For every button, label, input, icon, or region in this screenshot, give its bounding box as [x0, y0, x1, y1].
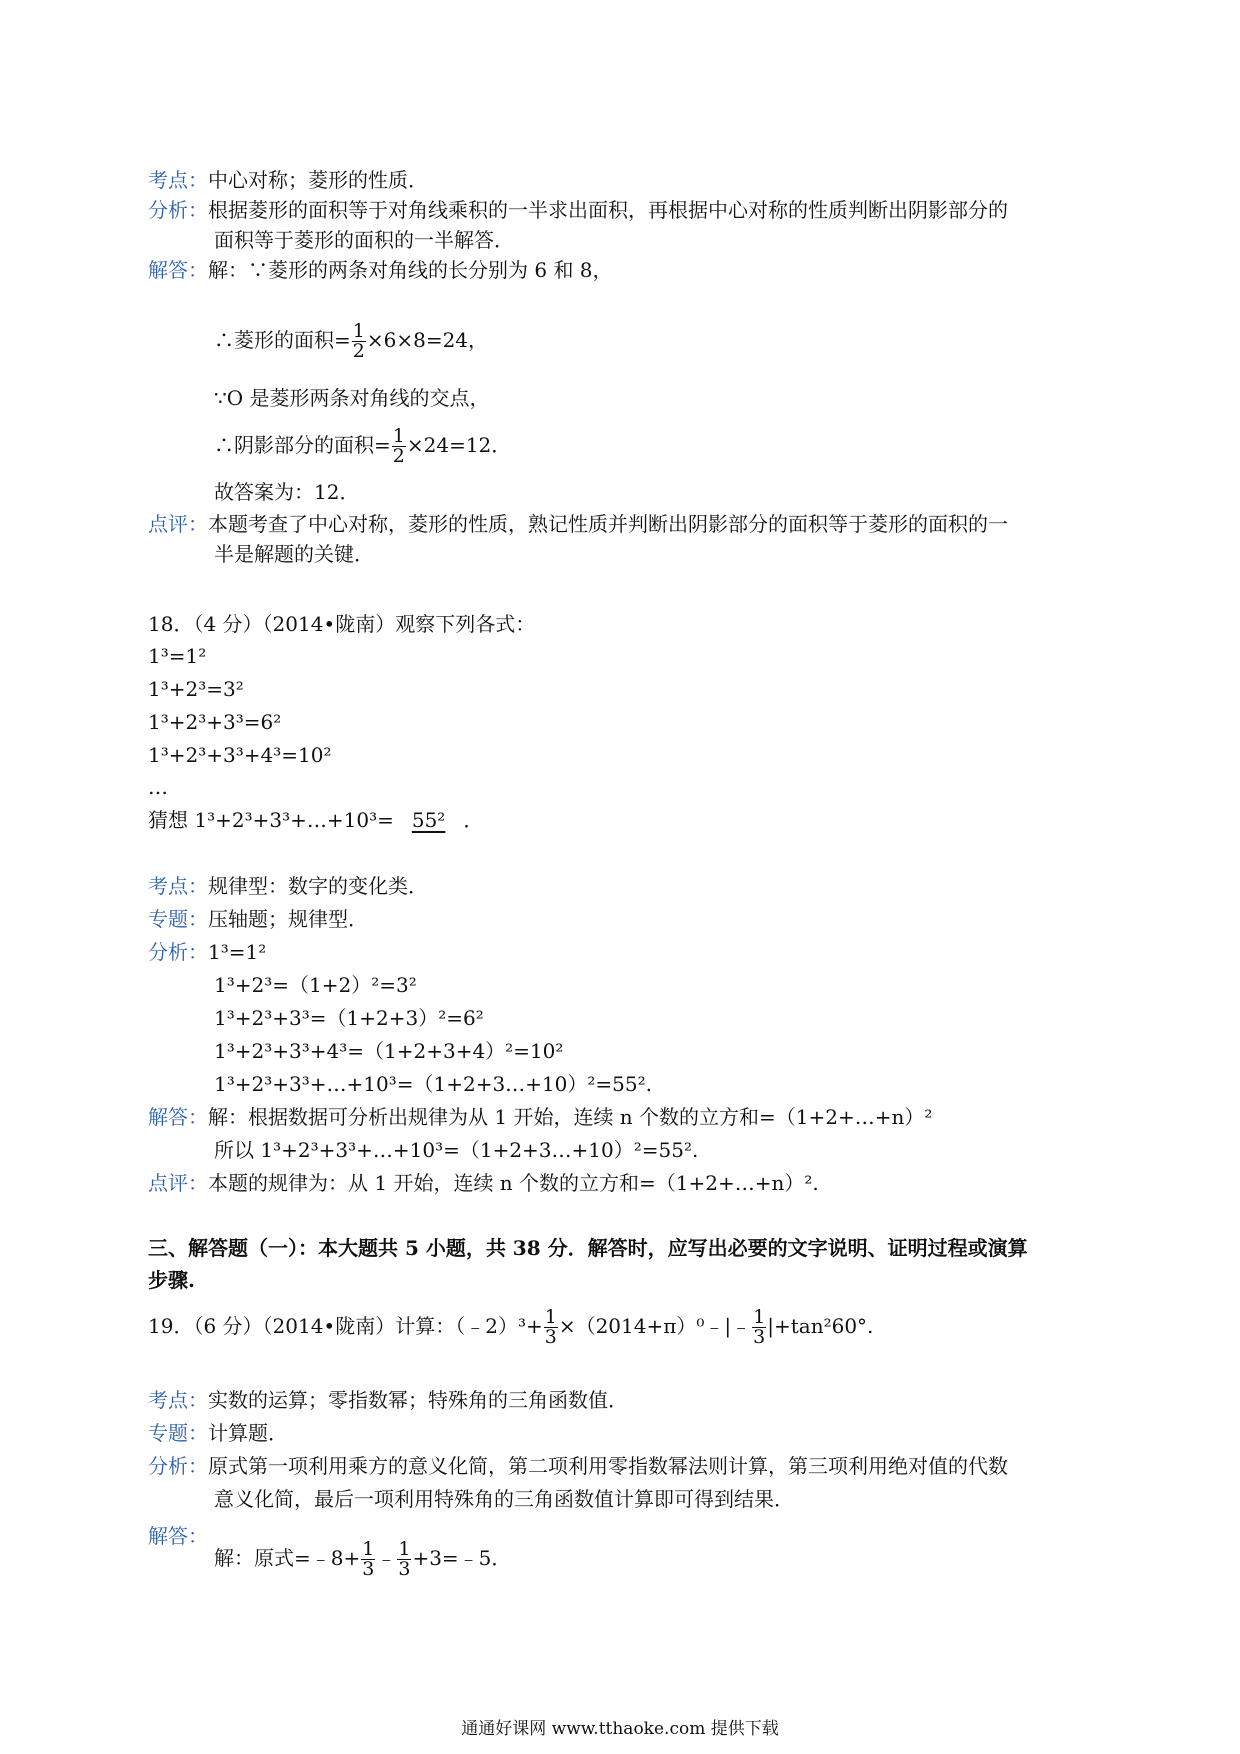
jieda-label: 解答： — [148, 1524, 208, 1548]
kaodian-text: 实数的运算；零指数幂；特殊角的三角函数值． — [208, 1388, 628, 1412]
jieda-shadow-post: ×24=12． — [406, 433, 512, 457]
q18-title: 18．（4 分）（2014•陇南）观察下列各式： — [148, 612, 536, 636]
guess-text: 猜想 1³+2³+3³+…+10³= — [148, 808, 394, 832]
frac-den: 2 — [392, 445, 405, 467]
q17-jieda-shadow — [214, 427, 511, 466]
q17-jieda-row — [148, 258, 613, 282]
section3-heading: 三、解答题（一）：本大题共 5 小题，共 38 分．解答时，应写出必要的文字说明、证明过程或演算 — [148, 1236, 1028, 1260]
fenxi-text: 原式第一项利用乘方的意义化简，第二项利用零指数幂法则计算，第三项利用绝对值的代数 — [208, 1454, 1008, 1478]
q19-title-post: |+tan²60°. — [767, 1314, 874, 1338]
zhuanti-text: 压轴题；规律型． — [208, 907, 368, 931]
fraction-third — [752, 1308, 766, 1347]
frac-num: 1 — [398, 1538, 411, 1560]
q18-eq-3: 1³+2³+3³=6² — [148, 710, 282, 734]
zhuanti-label: 专题： — [148, 1421, 208, 1445]
q18-ellipsis: … — [148, 775, 168, 799]
q18-fenxi-line-3: 1³+2³+3³=（1+2+3）²=6² — [214, 1006, 484, 1030]
q17-jieda-area — [214, 322, 488, 361]
q17-jieda-o: ∵O 是菱形两条对角线的交点， — [214, 386, 490, 410]
kaodian-text: 规律型：数字的变化类． — [208, 874, 428, 898]
fenxi-line-1: 1³=1² — [208, 940, 267, 964]
fraction-half — [392, 427, 406, 466]
q19-jieda — [214, 1540, 511, 1579]
zhuanti-label: 专题： — [148, 907, 208, 931]
frac-den: 3 — [398, 1558, 411, 1580]
q18-fenxi-line-4: 1³+2³+3³+4³=（1+2+3+4）²=10² — [214, 1039, 564, 1063]
dianping-text: 本题考查了中心对称，菱形的性质，熟记性质并判断出阴影部分的面积等于菱形的面积的一 — [208, 512, 1008, 536]
q18-fenxi-line-2: 1³+2³=（1+2）²=3² — [214, 973, 417, 997]
q18-dianping-row — [148, 1171, 819, 1195]
frac-num: 1 — [352, 320, 365, 342]
q18-zhuanti-row — [148, 907, 368, 931]
fraction-third — [544, 1308, 558, 1347]
kaodian-label: 考点： — [148, 874, 208, 898]
dianping-text: 本题的规律为：从 1 开始，连续 n 个数的立方和=（1+2+…+n）². — [208, 1171, 819, 1195]
dianping-label: 点评： — [148, 1171, 208, 1195]
q18-kaodian-row — [148, 874, 428, 898]
guess-answer: 55² — [411, 808, 446, 832]
q19-title-pre: 19．（6 分）（2014•陇南）计算：（﹣2）³+ — [148, 1314, 543, 1338]
jieda-area-post: ×6×8=24， — [366, 328, 489, 352]
guess-post: ． — [463, 808, 484, 832]
kaodian-label: 考点： — [148, 168, 208, 192]
jieda-shadow-pre: ∴阴影部分的面积= — [214, 433, 391, 457]
kaodian-text: 中心对称；菱形的性质． — [208, 168, 428, 192]
q19-jieda-pre: 解：原式=﹣8+ — [214, 1546, 361, 1570]
frac-den: 2 — [352, 340, 365, 362]
frac-den: 3 — [362, 1558, 375, 1580]
q17-fenxi-row — [148, 198, 1008, 222]
q17-dianping-cont: 半是解题的关键． — [214, 542, 374, 566]
jieda-label: 解答： — [148, 1105, 208, 1129]
page-footer: 通通好课网 www.tthaoke.com 提供下载 — [461, 1719, 779, 1739]
frac-num: 1 — [753, 1306, 766, 1328]
q19-jieda-post: +3=﹣5． — [412, 1546, 512, 1570]
jieda-text: 解：∵菱形的两条对角线的长分别为 6 和 8， — [208, 258, 613, 282]
q18-fenxi-row — [148, 940, 266, 964]
q19-fenxi-row — [148, 1454, 1008, 1478]
q19-fenxi-cont: 意义化简，最后一项利用特殊角的三角函数值计算即可得到结果． — [214, 1487, 794, 1511]
frac-den: 3 — [544, 1326, 557, 1348]
q18-fenxi-line-5: 1³+2³+3³+…+10³=（1+2+3…+10）²=55². — [214, 1072, 652, 1096]
q19-title-mid: ×（2014+π）⁰﹣|﹣ — [558, 1314, 752, 1338]
jieda-area-pre: ∴菱形的面积= — [214, 328, 351, 352]
dianping-label: 点评： — [148, 512, 208, 536]
fenxi-text: 根据菱形的面积等于对角线乘积的一半求出面积，再根据中心对称的性质判断出阴影部分的 — [208, 198, 1008, 222]
fraction-third — [361, 1540, 375, 1579]
frac-den: 3 — [753, 1326, 766, 1348]
q19-title — [148, 1308, 873, 1347]
q18-eq-4: 1³+2³+3³+4³=10² — [148, 743, 332, 767]
fraction-half — [352, 322, 366, 361]
q19-zhuanti-row — [148, 1421, 288, 1445]
jieda-text: 解：根据数据可分析出规律为从 1 开始，连续 n 个数的立方和=（1+2+…+n）² — [208, 1105, 933, 1129]
frac-num: 1 — [392, 425, 405, 447]
q17-kaodian-row — [148, 168, 428, 192]
fenxi-label: 分析： — [148, 940, 208, 964]
section3-heading-cont: 步骤. — [148, 1268, 195, 1292]
q19-kaodian-row — [148, 1388, 628, 1412]
zhuanti-text: 计算题． — [208, 1421, 288, 1445]
fraction-third — [397, 1540, 411, 1579]
frac-num: 1 — [544, 1306, 557, 1328]
fenxi-label: 分析： — [148, 198, 208, 222]
q18-eq-2: 1³+2³=3² — [148, 677, 244, 701]
q17-jieda-answer: 故答案为：12． — [214, 480, 360, 504]
q17-dianping-row — [148, 512, 1008, 536]
q19-jieda-mid: ﹣ — [376, 1546, 397, 1570]
frac-num: 1 — [362, 1538, 375, 1560]
q19-jieda-label-row — [148, 1524, 208, 1548]
q17-fenxi-cont: 面积等于菱形的面积的一半解答． — [214, 228, 514, 252]
fenxi-label: 分析： — [148, 1454, 208, 1478]
q18-guess — [148, 808, 483, 832]
kaodian-label: 考点： — [148, 1388, 208, 1412]
jieda-label: 解答： — [148, 258, 208, 282]
q18-jieda-cont: 所以 1³+2³+3³+…+10³=（1+2+3…+10）²=55². — [214, 1138, 699, 1162]
q18-jieda-row — [148, 1105, 932, 1129]
q18-eq-1: 1³=1² — [148, 644, 207, 668]
